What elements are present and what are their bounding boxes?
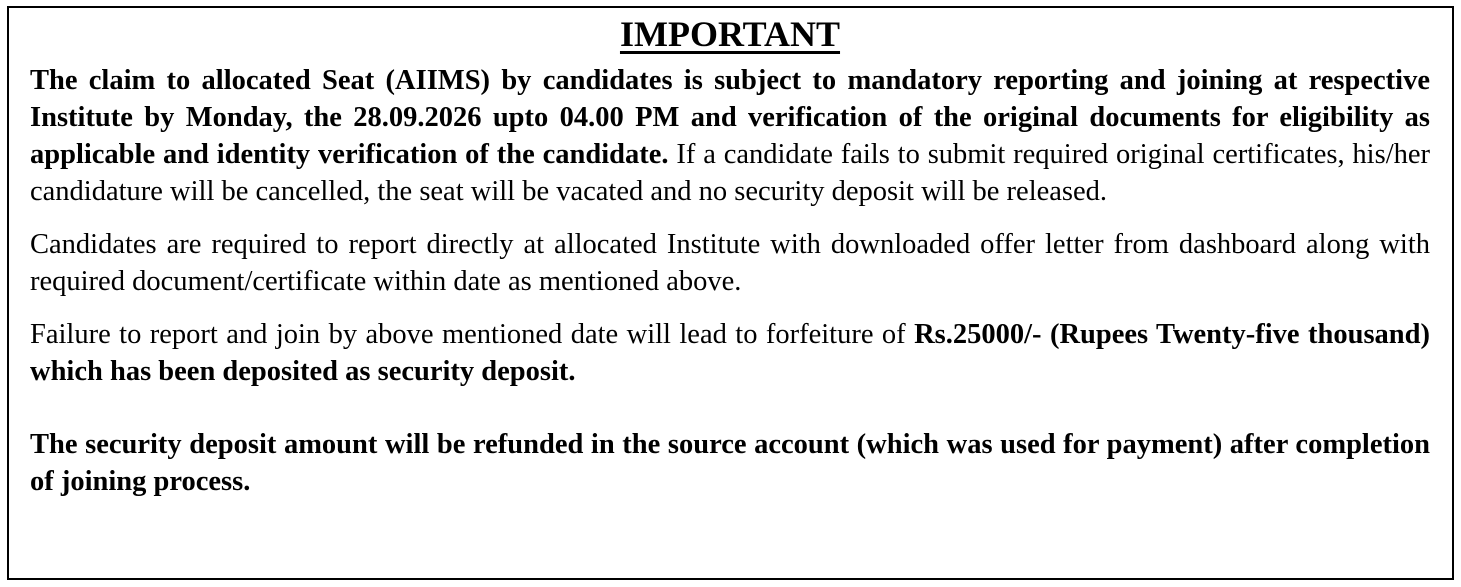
reporting-deadline-bold-text: The claim to allocated Seat (AIIMS) by candidates is subject to mandatory reporting and joining at respective Institute by Monday, the 28.09.2026 upto 04.00 PM and verification of the original documents for eligibility as applicable and identity verification of the candidate. (30, 65, 1430, 170)
refund-bold-text: The security deposit amount will be refunded in the source account (which was used for payment) after completion of joining process. (30, 429, 1430, 497)
forfeiture-paragraph (30, 316, 1430, 390)
forfeiture-intro-text: Failure to report and join by above mentioned date will lead to forfeiture of (30, 319, 915, 350)
notice-title-text: IMPORTANT (619, 14, 841, 54)
cancellation-warning-text: If a candidate fails to submit required original certificates, his/her candidature will be cancelled, the seat will be vacated and no security deposit will be released. (30, 139, 1430, 207)
forfeiture-amount-text: Rs.25000/- (Rupees Twenty-five thousand) which has been deposited as security deposit. (30, 319, 1430, 387)
notice-title (30, 12, 1430, 56)
reporting-deadline-paragraph (30, 62, 1430, 210)
report-instructions-paragraph: Candidates are required to report directly at allocated Institute with downloaded offer letter from dashboard along with required document/certificate within date as mentioned above. (30, 229, 1430, 297)
important-notice-box (7, 6, 1454, 580)
refund-paragraph (30, 426, 1430, 500)
